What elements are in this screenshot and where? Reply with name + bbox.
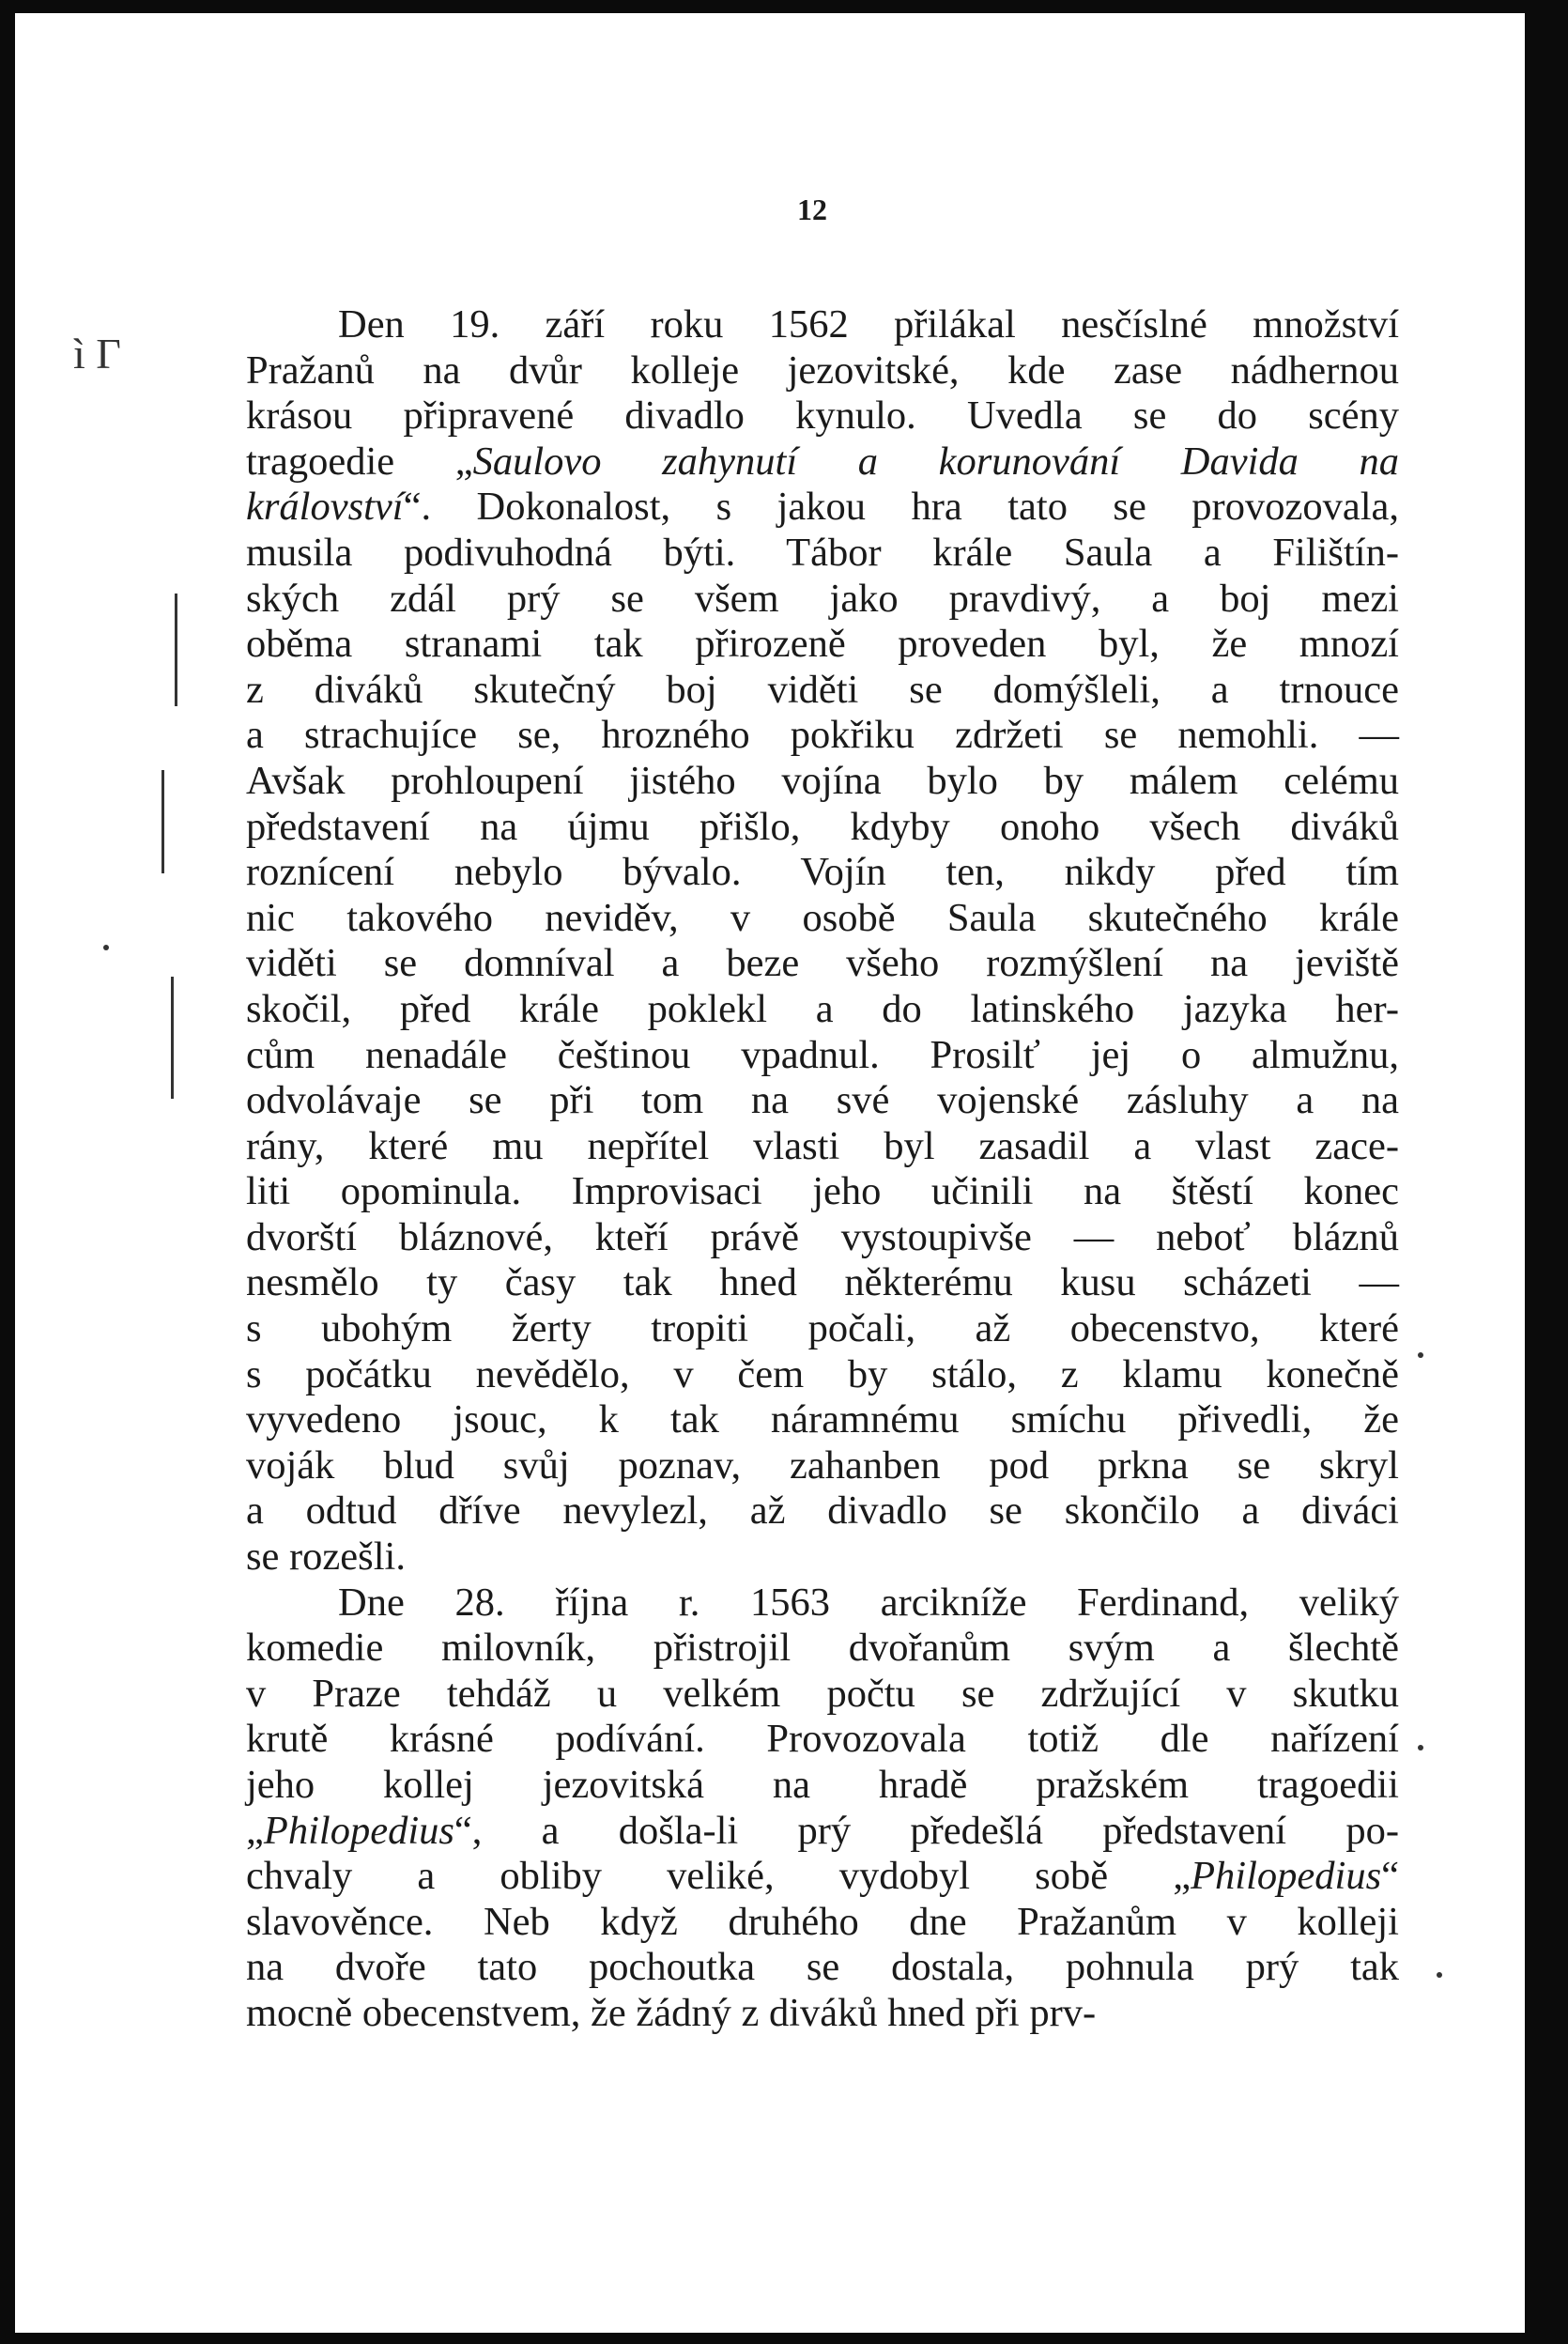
paragraph-1 (246, 302, 1399, 1581)
text-line: v Praze tehdáž u velkém počtu se zdržující v skutku (246, 1671, 1399, 1716)
scan-border-left (0, 0, 15, 2344)
text-line (246, 1809, 1399, 1855)
text-line: cům nenadále češtinou vpadnul. Prosilť jej o almužnu, (246, 1032, 1399, 1077)
text-line: mocně obecenstvem, že žádný z diváků hned při prv- (246, 1990, 1097, 2035)
italic-title: Saulovo zahynutí a korunování Davida na (472, 439, 1399, 484)
text-line: se rozešli. (246, 1534, 406, 1580)
italic-title: Philopedius (1191, 1854, 1382, 1899)
text-line: vyvedeno jsouc, k tak náramnému smíchu přivedli, že (246, 1397, 1399, 1442)
margin-annotation: ì Γ (73, 330, 121, 378)
text-line: představení na újmu přišlo, kdyby onoho všech diváků (246, 804, 1399, 849)
text-line: musila podivuhodná býti. Tábor krále Saula a Filištín- (246, 530, 1399, 575)
text-run: „ (246, 1808, 264, 1853)
text-line: oběma stranami tak přirozeně proveden byl, že mnozí (246, 622, 1399, 667)
text-run: “. Dokonalost, s jakou hra tato se provozovala, (403, 485, 1399, 530)
paragraph-2 (246, 1581, 1399, 2037)
text-line: Pražanů na dvůr kolleje jezovitské, kde zase nádhernou (246, 347, 1399, 393)
scan-border-bottom (0, 2333, 1568, 2344)
text-line: odvolávaje se při tom na své vojenské zásluhy a na (246, 1078, 1399, 1123)
italic-title: království (246, 485, 404, 530)
text-line: nesmělo ty časy tak hned některému kusu scházeti — (246, 1260, 1399, 1305)
text-line: komedie milovník, přistrojil dvořanům svým a šlechtě (246, 1626, 1399, 1671)
text-run: “, a došla-li prý předešlá představení po- (453, 1808, 1399, 1853)
text-line: dvorští bláznové, kteří právě vystoupivše — neboť bláznů (246, 1214, 1399, 1259)
text-line: z diváků skutečný boj viděti se domýšleli, a trnouce (246, 667, 1399, 712)
margin-line-mark (175, 594, 177, 706)
italic-title: Philopedius (263, 1808, 454, 1853)
scan-border-top (0, 0, 1568, 13)
page-number: 12 (797, 193, 827, 226)
text-line: jeho kollej jezovitská na hradě pražském tragoedii (246, 1763, 1399, 1807)
text-line: a odtud dříve nevylezl, až divadlo se skončilo a diváci (246, 1488, 1399, 1534)
scan-border-right (1525, 0, 1568, 2344)
text-line: skočil, před krále poklekl a do latinského jazyka her- (246, 986, 1399, 1031)
text-run: “ (1381, 1854, 1399, 1899)
text-line: nic takového neviděv, v osobě Saula skutečného krále (246, 895, 1399, 940)
margin-dot (1418, 1352, 1423, 1358)
margin-dot (1437, 1972, 1442, 1978)
text-line: Den 19. září roku 1562 přilákal nesčíslné množství (338, 302, 1399, 347)
text-line: roznícení nebylo bývalo. Vojín ten, nikdy před tím (246, 850, 1399, 895)
text-line (246, 485, 1399, 531)
text-line: krutě krásné podívání. Provozovala totiž dle nařízení (246, 1717, 1399, 1762)
text-line: rány, které mu nepřítel vlasti byl zasadil a vlast zace- (246, 1123, 1399, 1168)
text-line: ských zdál prý se všem jako pravdivý, a boj mezi (246, 576, 1399, 621)
body-text (246, 302, 1399, 2037)
text-line (246, 1854, 1399, 1900)
text-run: tragoedie „ (246, 439, 473, 484)
text-line: slavověnce. Neb když druhého dne Pražanům v kolleji (246, 1899, 1399, 1944)
margin-line-mark (161, 770, 164, 873)
text-line: voják blud svůj poznav, zahanben pod prkna se skryl (246, 1442, 1399, 1488)
margin-dot (1418, 1745, 1423, 1750)
text-run: chvaly a obliby veliké, vydobyl sobě „ (246, 1854, 1191, 1899)
text-line: a strachujíce se, hrozného pokřiku zdržeti se nemohli. — (246, 713, 1399, 758)
text-line: liti opominula. Improvisaci jeho učinili na štěstí konec (246, 1169, 1399, 1214)
text-line: krásou připravené divadlo kynulo. Uvedla se do scény (246, 393, 1399, 439)
text-line: Dne 28. října r. 1563 arcikníže Ferdinand, veliký (338, 1580, 1399, 1625)
text-line: s počátku nevědělo, v čem by stálo, z klamu konečně (246, 1351, 1399, 1396)
text-line: s ubohým žerty tropiti počali, až obecenstvo, které (246, 1306, 1399, 1351)
text-line: na dvoře tato pochoutka se dostala, pohnula prý tak (246, 1945, 1399, 1990)
text-line: viděti se domníval a beze všeho rozmýšlení na jeviště (246, 941, 1399, 986)
text-line (246, 440, 1399, 486)
margin-dot (103, 945, 109, 950)
margin-line-mark (171, 977, 174, 1099)
text-line: Avšak prohloupení jistého vojína bylo by málem celému (246, 758, 1399, 803)
